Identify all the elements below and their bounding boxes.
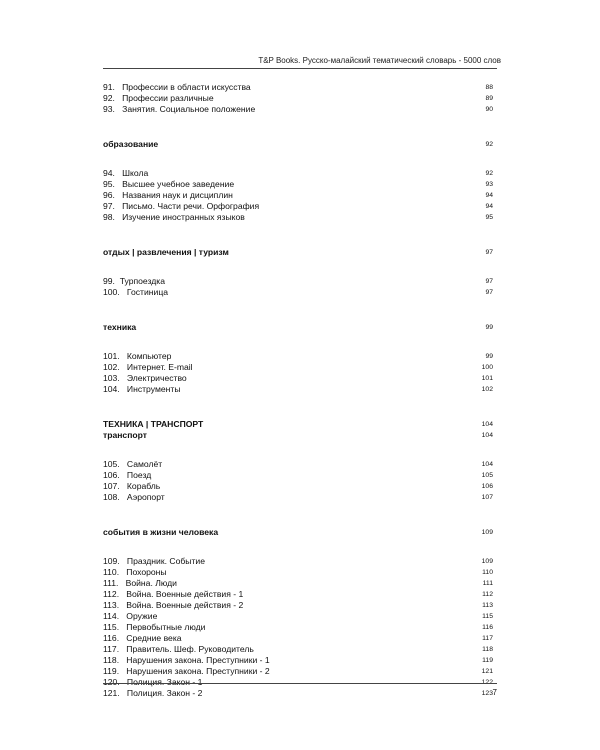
entry-page: 88 xyxy=(485,84,493,91)
toc-section-heading[interactable] xyxy=(103,430,493,441)
entry-number: 121. xyxy=(103,688,120,698)
toc-entry[interactable] xyxy=(103,589,493,600)
entry-page: 97 xyxy=(485,278,493,285)
entry-page: 115 xyxy=(482,613,493,620)
entry-number: 99. xyxy=(103,276,115,286)
entry-page: 107 xyxy=(481,494,493,501)
toc-entry[interactable] xyxy=(103,459,493,470)
toc-entry[interactable] xyxy=(103,212,493,223)
toc-entry[interactable] xyxy=(103,373,493,384)
toc-entry[interactable] xyxy=(103,633,493,644)
entry-page: 90 xyxy=(485,106,493,113)
toc-chapter-heading[interactable] xyxy=(103,419,493,430)
entry-title: Занятия. Социальное положение xyxy=(122,104,256,114)
entry-number: 106. xyxy=(103,470,120,480)
entry-title: Турпоездка xyxy=(119,276,165,286)
entry-number: 100. xyxy=(103,287,120,297)
section-page: 104 xyxy=(481,432,493,439)
entry-number: 93. xyxy=(103,104,115,114)
entry-title: Полиция. Закон - 1 xyxy=(126,677,203,687)
entry-page: 109 xyxy=(481,558,493,565)
toc-entry[interactable] xyxy=(103,287,493,298)
toc-entry[interactable] xyxy=(103,179,493,190)
entry-title: Интернет. E-mail xyxy=(126,362,193,372)
page-number: 7 xyxy=(492,688,497,697)
entry-title: Первобытные люди xyxy=(126,622,206,632)
entry-page: 104 xyxy=(481,461,493,468)
entry-page: 122 xyxy=(481,679,493,686)
toc-entry[interactable] xyxy=(103,470,493,481)
toc-entry[interactable] xyxy=(103,611,493,622)
entry-page: 113 xyxy=(482,602,493,609)
toc-entry[interactable] xyxy=(103,351,493,362)
entry-title: Высшее учебное заведение xyxy=(122,179,235,189)
entry-title: Война. Военные действия - 2 xyxy=(126,600,244,610)
entry-page: 101 xyxy=(481,375,493,382)
table-of-contents xyxy=(103,82,493,699)
section-page: 109 xyxy=(481,529,493,536)
section-title: образование xyxy=(103,139,159,149)
entry-number: 104. xyxy=(103,384,120,394)
entry-number: 107. xyxy=(103,481,120,491)
entry-page: 100 xyxy=(481,364,493,371)
entry-number: 102. xyxy=(103,362,120,372)
footer-rule xyxy=(103,683,497,684)
entry-page: 119 xyxy=(482,657,493,664)
section-page: 97 xyxy=(485,249,493,256)
entry-title: Корабль xyxy=(126,481,161,491)
entry-number: 119. xyxy=(103,666,120,676)
toc-entry[interactable] xyxy=(103,666,493,677)
entry-title: Электричество xyxy=(126,373,187,383)
entry-title: Изучение иностранных языков xyxy=(122,212,245,222)
toc-entry[interactable] xyxy=(103,655,493,666)
toc-entry[interactable] xyxy=(103,688,493,699)
toc-section-heading[interactable] xyxy=(103,322,493,333)
entry-number: 112. xyxy=(103,589,120,599)
entry-number: 116. xyxy=(103,633,120,643)
section-page: 99 xyxy=(485,324,493,331)
entry-number: 108. xyxy=(103,492,120,502)
entry-page: 111 xyxy=(482,580,493,587)
toc-entry[interactable] xyxy=(103,82,493,93)
entry-page: 123 xyxy=(481,690,493,697)
entry-number: 91. xyxy=(103,82,115,92)
entry-page: 94 xyxy=(485,192,493,199)
entry-number: 105. xyxy=(103,459,120,469)
toc-section-heading[interactable] xyxy=(103,247,493,258)
entry-page: 93 xyxy=(485,181,493,188)
entry-page: 105 xyxy=(481,472,493,479)
entry-number: 95. xyxy=(103,179,115,189)
entry-title: Полиция. Закон - 2 xyxy=(126,688,203,698)
toc-entry[interactable] xyxy=(103,644,493,655)
entry-number: 110. xyxy=(103,567,120,577)
entry-number: 114. xyxy=(103,611,120,621)
entry-number: 120. xyxy=(103,677,120,687)
section-title: транспорт xyxy=(103,430,147,440)
entry-number: 115. xyxy=(103,622,120,632)
entry-title: Компьютер xyxy=(126,351,172,361)
toc-entry[interactable] xyxy=(103,362,493,373)
entry-number: 101. xyxy=(103,351,120,361)
toc-entry[interactable] xyxy=(103,578,493,589)
entry-title: Письмо. Части речи. Орфография xyxy=(122,201,260,211)
entry-page: 116 xyxy=(482,624,493,631)
entry-title: Гостиница xyxy=(126,287,169,297)
entry-page: 110 xyxy=(482,569,493,576)
entry-title: Самолёт xyxy=(126,459,163,469)
entry-title: Война. Военные действия - 1 xyxy=(126,589,244,599)
entry-page: 92 xyxy=(485,170,493,177)
toc-entry[interactable] xyxy=(103,556,493,567)
entry-title: Профессии в области искусства xyxy=(122,82,251,92)
entry-title: Нарушения закона. Преступники - 1 xyxy=(126,655,270,665)
toc-entry[interactable] xyxy=(103,201,493,212)
entry-title: Инструменты xyxy=(126,384,181,394)
entry-title: Похороны xyxy=(126,567,167,577)
entry-page: 117 xyxy=(482,635,493,642)
entry-page: 106 xyxy=(481,483,493,490)
entry-title: Война. Люди xyxy=(125,578,177,588)
entry-number: 94. xyxy=(103,168,115,178)
entry-number: 97. xyxy=(103,201,115,211)
entry-title: Нарушения закона. Преступники - 2 xyxy=(126,666,270,676)
toc-entry[interactable] xyxy=(103,481,493,492)
entry-title: Аэропорт xyxy=(126,492,165,502)
entry-number: 92. xyxy=(103,93,115,103)
chapter-title: ТЕХНИКА | ТРАНСПОРТ xyxy=(103,419,204,429)
entry-title: Поезд xyxy=(126,470,152,480)
entry-page: 102 xyxy=(481,386,493,393)
entry-page: 97 xyxy=(485,289,493,296)
entry-number: 96. xyxy=(103,190,115,200)
entry-title: Названия наук и дисциплин xyxy=(122,190,233,200)
entry-title: Профессии различные xyxy=(122,93,214,103)
section-title: события в жизни человека xyxy=(103,527,219,537)
entry-number: 109. xyxy=(103,556,120,566)
toc-entry[interactable] xyxy=(103,93,493,104)
toc-section-heading[interactable] xyxy=(103,527,493,538)
entry-page: 99 xyxy=(485,353,493,360)
toc-entry[interactable] xyxy=(103,168,493,179)
entry-page: 89 xyxy=(485,95,493,102)
entry-number: 98. xyxy=(103,212,115,222)
toc-entry[interactable] xyxy=(103,190,493,201)
entry-title: Праздник. Событие xyxy=(126,556,205,566)
toc-entry[interactable] xyxy=(103,276,493,287)
entry-number: 113. xyxy=(103,600,120,610)
toc-entry[interactable] xyxy=(103,384,493,395)
entry-number: 118. xyxy=(103,655,120,665)
entry-page: 95 xyxy=(485,214,493,221)
entry-page: 94 xyxy=(485,203,493,210)
entry-title: Правитель. Шеф. Руководитель xyxy=(126,644,254,654)
toc-entry[interactable] xyxy=(103,104,493,115)
toc-entry[interactable] xyxy=(103,492,493,503)
entry-number: 103. xyxy=(103,373,120,383)
entry-title: Средние века xyxy=(126,633,182,643)
section-title: отдых | развлечения | туризм xyxy=(103,247,229,257)
entry-page: 121 xyxy=(481,668,493,675)
header-rule xyxy=(103,68,497,69)
section-page: 92 xyxy=(485,141,493,148)
toc-entry[interactable] xyxy=(103,567,493,578)
entry-number: 111. xyxy=(103,578,119,588)
section-title: техника xyxy=(103,322,137,332)
chapter-page: 104 xyxy=(481,421,493,428)
entry-page: 112 xyxy=(482,591,493,598)
entry-number: 117. xyxy=(103,644,120,654)
entry-title: Школа xyxy=(122,168,149,178)
entry-title: Оружие xyxy=(126,611,158,621)
toc-entry[interactable] xyxy=(103,600,493,611)
entry-page: 118 xyxy=(482,646,493,653)
toc-section-heading[interactable] xyxy=(103,139,493,150)
toc-entry[interactable] xyxy=(103,622,493,633)
running-header: T&P Books. Русско-малайский тематический словарь - 5000 слов xyxy=(258,56,501,65)
